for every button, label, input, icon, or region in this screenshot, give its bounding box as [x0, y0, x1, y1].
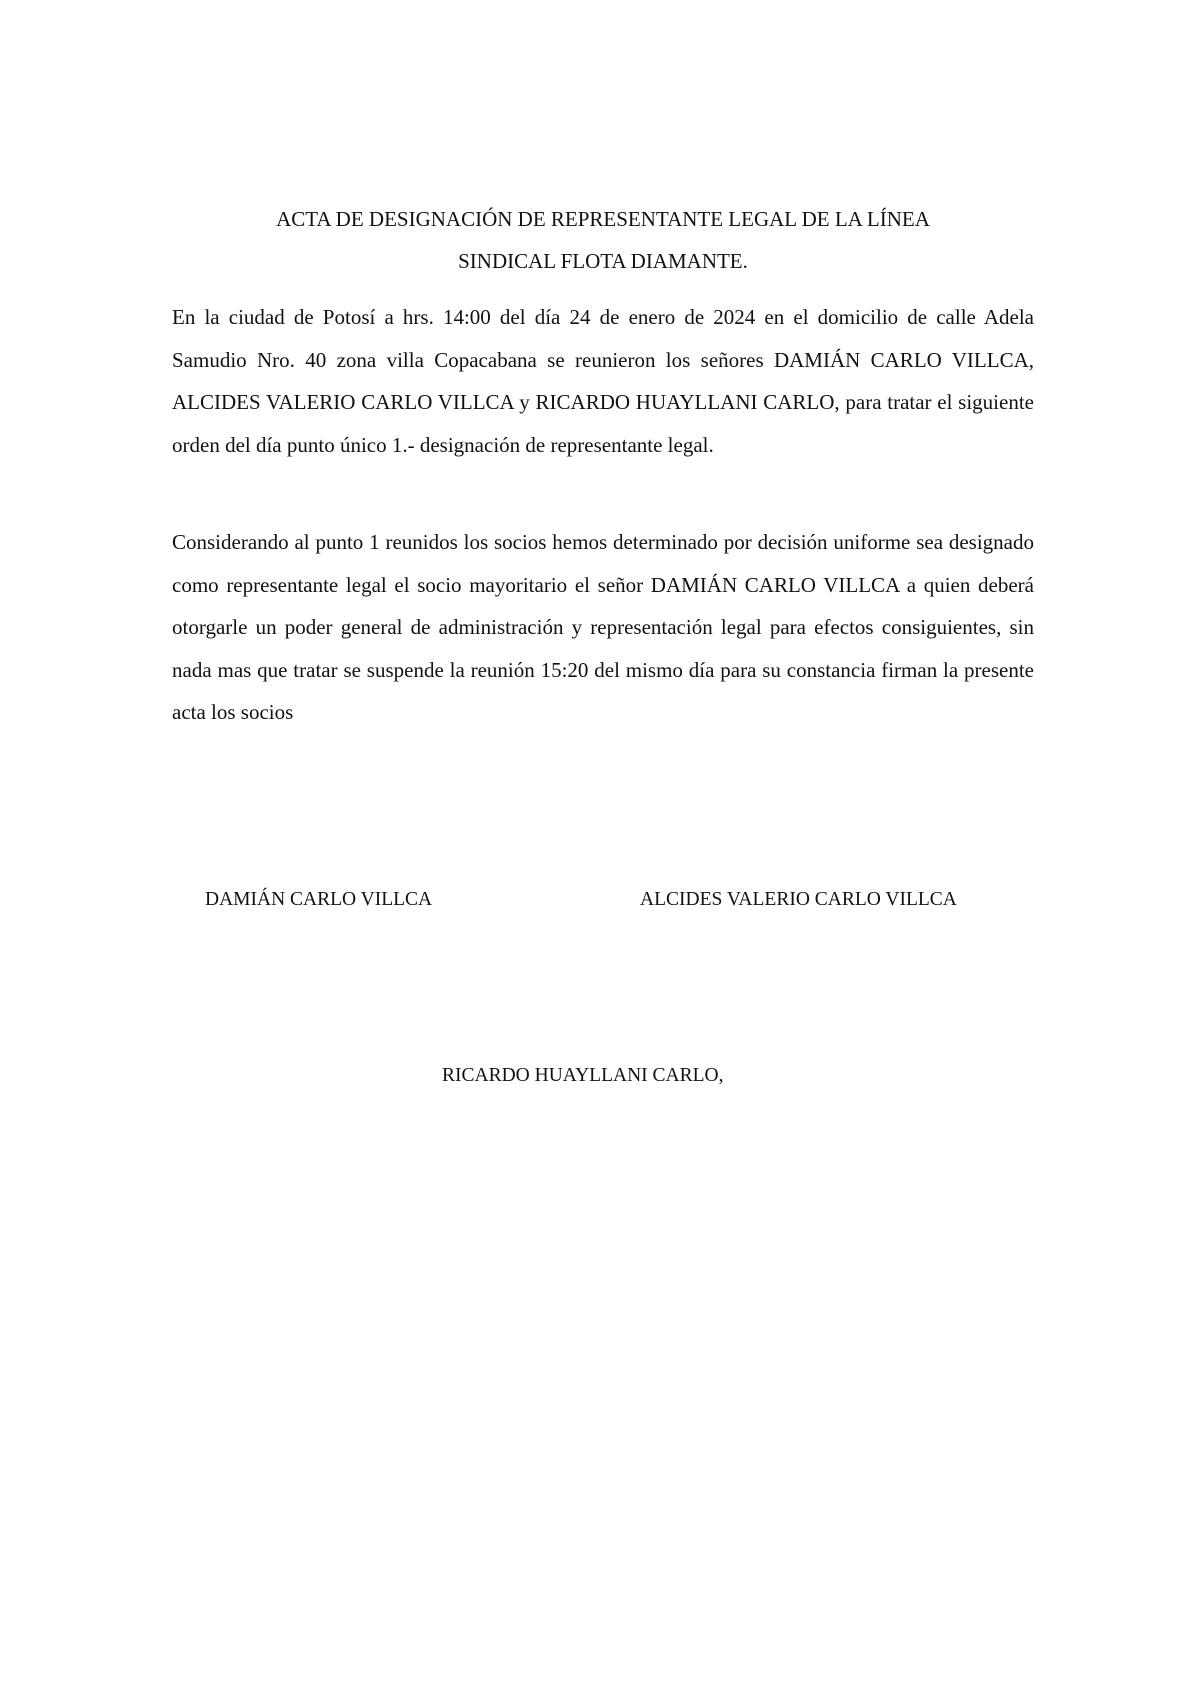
signature-alcides: ALCIDES VALERIO CARLO VILLCA	[640, 889, 957, 910]
resolution-paragraph: Considerando al punto 1 reunidos los socios hemos determinado por decisión uniforme sea designado como representante legal el socio mayoritario el señor DAMIÁN CARLO VILLCA a quien deberá otorgarle un poder general de administración y representación legal para efectos consiguientes, sin nada mas que tratar se suspende la reunión 15:20 del mismo día para su constancia firman la presente acta los socios	[172, 530, 1034, 724]
signature-damian: DAMIÁN CARLO VILLCA	[205, 889, 433, 910]
title-line-2: SINDICAL FLOTA DIAMANTE.	[458, 249, 748, 273]
title-line-1: ACTA DE DESIGNACIÓN DE REPRESENTANTE LEGAL DE LA LÍNEA	[276, 207, 930, 231]
meeting-paragraph: En la ciudad de Potosí a hrs. 14:00 del día 24 de enero de 2024 en el domicilio de calle Adela Samudio Nro. 40 zona villa Copacabana se reunieron los señores DAMIÁN CARLO VILLCA, ALCIDES VALERIO CARLO VILLCA y RICARDO HUAYLLANI CARLO, para tratar el siguiente orden del día punto único 1.- designación de representante legal.	[172, 305, 1034, 457]
document-title	[172, 198, 1034, 282]
signature-ricardo: RICARDO HUAYLLANI CARLO,	[442, 1065, 724, 1086]
